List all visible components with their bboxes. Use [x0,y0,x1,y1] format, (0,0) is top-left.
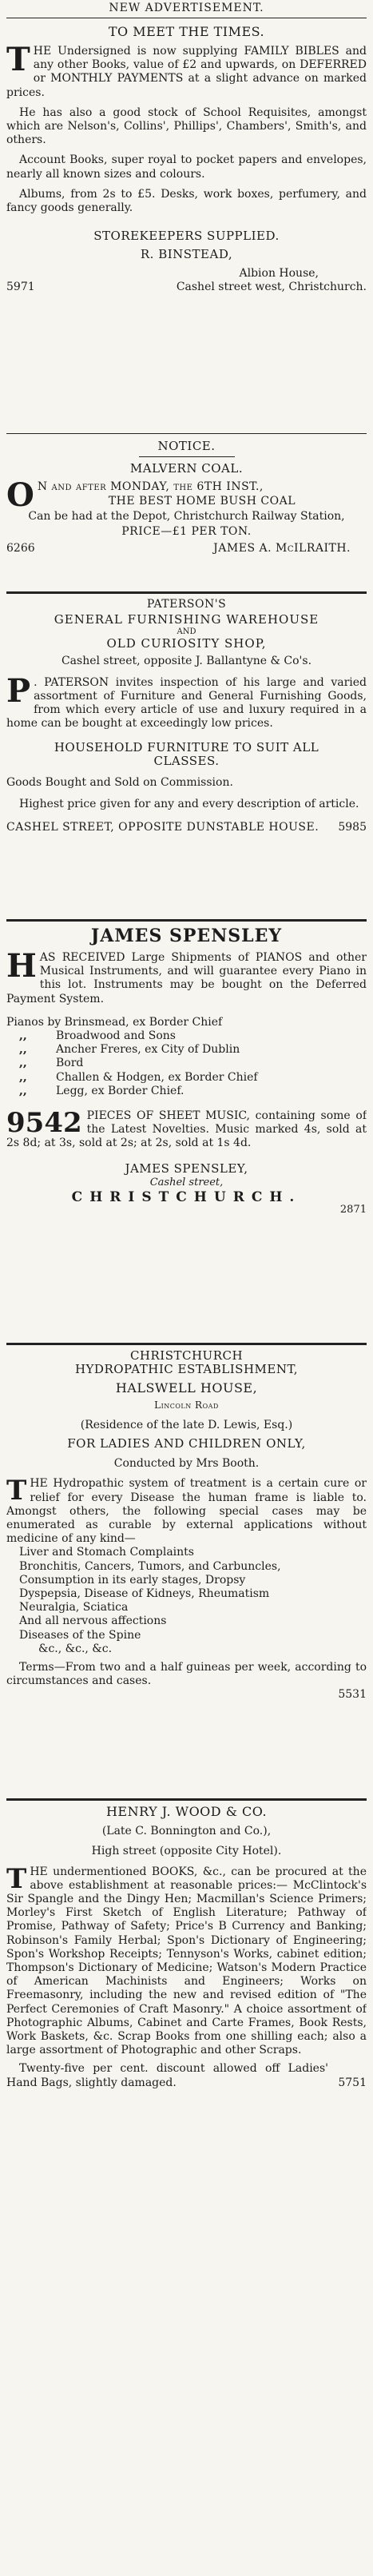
ad-text: Can be had at the Depot, Christchurch Railway Station, [28,509,345,523]
advertiser-name: JAMES SPENSLEY, [125,1161,248,1176]
divider [6,591,367,594]
drop-cap: T [6,41,30,78]
advertiser-name: R. BINSTEAD, [140,247,233,262]
ad-text: N and after MONDAY, the 6TH INST., [37,480,264,494]
ad-text: THE BEST HOME BUSH COAL [108,494,296,508]
piano-item [6,1029,367,1043]
advertiser-address: Cashel street west, Christchurch. [176,280,367,293]
ditto-mark: ,, [19,1029,27,1043]
ad-title: NOTICE. [157,440,216,453]
drop-cap: P [6,671,31,710]
ad-footer [6,821,367,834]
ad-paragraph: Twenty-five per cent. discount allowed off Ladies' Hand Bags, slightly damaged. [6,2062,328,2089]
ad-footer [6,542,367,555]
ad-malvern-coal [6,440,367,555]
ad-title: TO MEET THE TIMES. [108,24,265,39]
ad-paterson [6,598,367,835]
ad-paragraph [6,947,367,1006]
ad-paragraph [6,671,367,731]
ad-text: (Late C. Bonnington and Co.), [101,1825,272,1838]
ad-paragraph: PIECES OF SHEET MUSIC, containing some of the Latest Novelties. Music marked 4s, sold at 2s 8d; at 3s, sold at 2s; at 2s, sold at 1s 4d. [6,1109,367,1150]
drop-cap: O [6,476,34,515]
ad-paragraph [6,1862,367,2058]
ad-address: High street (opposite City Hotel). [91,1845,282,1858]
piano-item [6,1071,367,1085]
ad-text: Pianos by Brinsmead, ex Border Chief [6,1015,223,1029]
ad-title: JAMES SPENSLEY [90,926,283,946]
ditto-mark: ,, [19,1043,27,1057]
ad-hydropathic [6,1349,367,1702]
ad-text: PRICE—£1 PER TON. [121,525,252,539]
piano-list [6,1029,367,1098]
ad-text: . PATERSON invites inspection of his large and varied assortment of Furniture and General Furnishing Goods, from which every article of use and luxury required in a home can be bought at exceedingly low prices. [6,675,367,731]
ad-paragraph: Albums, from 2s to £5. Desks, work boxes, perfumery, and fancy goods generally. [6,187,367,215]
ad-text: (Residence of the late D. Lewis, Esq.) [80,1418,293,1431]
divider [6,433,367,434]
advertiser-house: Albion House, [239,266,319,280]
sheet-music-block [6,1109,367,1151]
ad-footer [6,281,367,294]
ad-title: PATERSON'S [146,598,227,611]
divider [6,1798,367,1801]
piano-label: Bord [56,1057,84,1070]
drop-cap: T [6,1862,27,1895]
ditto-mark: ,, [19,1084,27,1097]
ad-to-meet-the-times [6,24,367,294]
condition-list [6,1546,367,1656]
ad-number: 5971 [6,280,35,293]
divider [6,1343,367,1345]
piano-item [6,1085,367,1098]
condition-item: And all nervous affections [19,1614,167,1628]
ad-text: Conducted by Mrs Booth. [113,1457,260,1471]
condition-item: Liver and Stomach Complaints [19,1546,194,1559]
ad-subtitle: STOREKEEPERS SUPPLIED. [93,229,280,244]
piano-label: Challen & Hodgen, ex Border Chief [56,1070,258,1084]
ditto-mark: ,, [19,1057,27,1070]
ad-subtitle: MALVERN COAL. [129,461,244,476]
ad-spensley [6,926,367,1216]
ad-text: AS RECEIVED Large Shipments of PIANOS and other Musical Instruments, and will guarantee every Piano in this lot. Instruments may be bought on the Deferred Payment System. [6,951,367,1005]
ad-subtitle: HOUSEHOLD FURNITURE TO SUIT ALL CLASSES. [54,739,319,768]
ad-subtitle: HALSWELL HOUSE, [115,1380,258,1396]
ad-title: GENERAL FURNISHING WAREHOUSE [54,612,319,627]
advertiser-name: JAMES A. McILRAITH. [213,542,351,555]
ad-address: Lincoln Road [154,1399,219,1411]
piano-label: Ancher Freres, ex City of Dublin [56,1043,240,1057]
ad-address: CASHEL STREET, OPPOSITE DUNSTABLE HOUSE. [6,821,319,834]
condition-item: Neuralgia, Sciatica [19,1601,129,1614]
ad-number: 6266 [6,542,35,555]
condition-item: &c., &c., &c. [38,1642,113,1655]
advertiser-city: CHRISTCHURCH. [71,1189,302,1206]
ad-text: HE Undersigned is now supplying FAMILY BIBLES and any other Books, value of £2 and upwards, on DEFERRED or MONTHLY PAYMENTS at a slight advance on marked prices. [6,45,367,99]
ad-footer [6,2062,367,2089]
ad-text: AND [177,627,196,637]
condition-item: Dyspepsia, Disease of Kidneys, Rheumatism [19,1587,270,1601]
ad-number: 5985 [338,821,367,834]
ad-address: Cashel street, opposite J. Ballantyne & Co's. [61,654,312,667]
ad-title: HYDROPATHIC ESTABLISHMENT, [74,1362,299,1377]
ad-number: 5531 [338,1688,367,1702]
ad-henry-wood [6,1805,367,2090]
ad-title: OLD CURIOSITY SHOP, [106,636,267,651]
column-header: NEW ADVERTISEMENT. [109,2,264,14]
divider [6,919,367,922]
ad-title: CHRISTCHURCH [129,1349,244,1363]
ad-text: Goods Bought and Sold on Commission. [6,776,233,790]
condition-item: Bronchitis, Cancers, Tumors, and Carbuncles, [19,1559,281,1573]
condition-item: Diseases of the Spine [19,1628,141,1642]
ad-paragraph [6,41,367,100]
ad-paragraph: Terms—From two and a half guineas per week, according to circumstances and cases. [6,1661,367,1688]
ad-paragraph: He has also a good stock of School Requisites, amongst which are Nelson's, Collins', Phillips', Chambers', Smith's, and others. [6,106,367,147]
advertiser-street: Cashel street, [149,1176,224,1188]
condition-item: Consumption in its early stages, Dropsy [19,1573,246,1587]
big-number: 9542 [6,1107,82,1140]
piano-item [6,1057,367,1070]
drop-cap: T [6,1475,27,1507]
piano-label: Legg, ex Border Chief. [56,1084,185,1097]
ditto-mark: ,, [19,1070,27,1084]
ad-paragraph: Highest price given for any and every description of article. [19,798,359,811]
ad-text: HE Hydropathic system of treatment is a certain cure or relief for every Disease the human frame is liable to. Amongst others, the following special cases may be enumerated as curable by external applications without medicine of any kind— [6,1477,367,1546]
ad-subtitle: FOR LADIES AND CHILDREN ONLY, [67,1436,306,1451]
ad-paragraph [6,1477,367,1546]
piano-label: Broadwood and Sons [56,1029,176,1043]
ad-paragraph: Account Books, super royal to pocket papers and envelopes, nearly all known sizes and colours. [6,153,367,181]
ad-title: HENRY J. WOOD & CO. [105,1805,268,1819]
ad-number: 2871 [339,1204,367,1216]
drop-cap: H [6,947,37,985]
piano-item [6,1043,367,1057]
ad-number: 5751 [338,2076,367,2089]
short-rule [139,456,235,457]
ad-text: HE undermentioned BOOKS, &c., can be procured at the above establishment at reasonable prices:— McClintock's Sir Spangle and the Dingy Hen; Macmillan's Science Primers; Morley's First Sketch of English Literature; Pathway of Promise, Pathway of Safety; Price's B Currency and Banking; Robinson's Family Herbal; Spon's Dictionary of Engineering; Spon's Workshop Receipts; Tennyson's Works, cabinet edition; Thompson's Dictionary of Medicine; Watson's Modern Practice of American Machinists and Engineers; Works on Freemasonry, including the new and revised edition of "The Perfect Ceremonies of Craft Masonry." A choice assortment of Photographic Albums, Cabinet and Carte Frames, Book Rests, Work Baskets, &c. Scrap Books from one shilling each; also a large assortment of Photographic and other Scraps. [6,1865,367,2057]
